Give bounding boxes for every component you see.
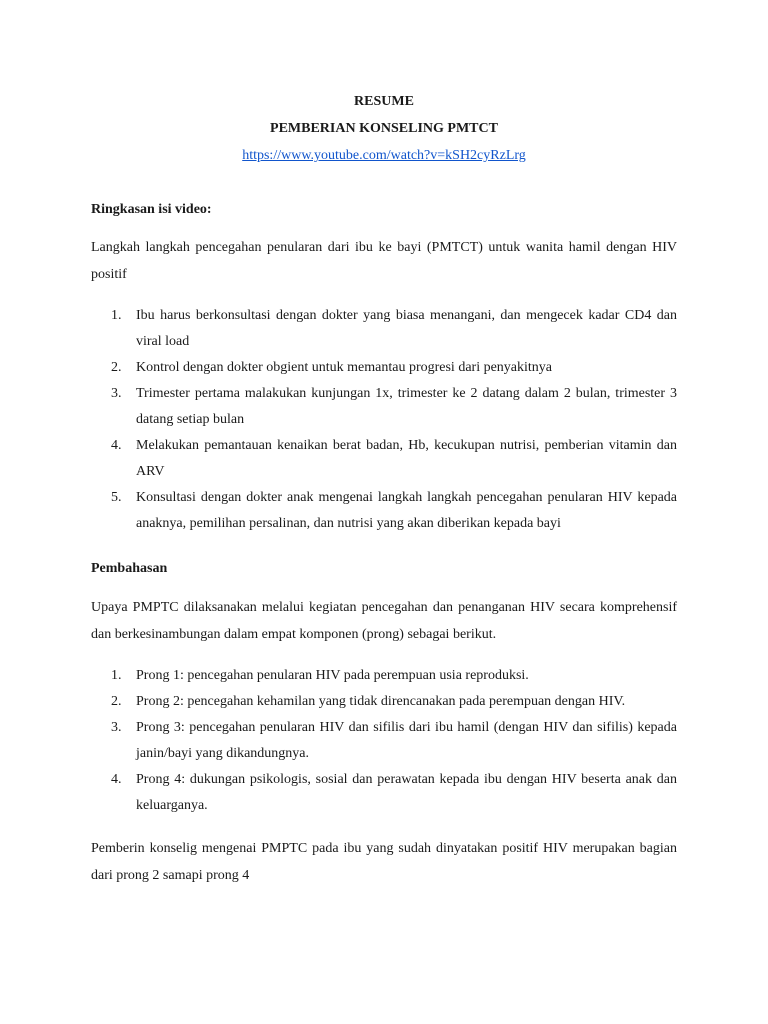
- section-heading-discussion: Pembahasan: [91, 561, 168, 576]
- list-item: 5. Konsultasi dengan dokter anak mengenai langkah langkah pencegahan penularan HIV kepada anaknya, pemilihan persalinan, dan nutrisi yang akan diberikan kepada bayi: [111, 490, 677, 531]
- prong-list: [91, 663, 677, 819]
- document-subtitle: PEMBERIAN KONSELING PMTCT: [270, 121, 498, 136]
- closing-paragraph: Pemberin konselig mengenai PMPTC pada ibu yang sudah dinyatakan positif HIV merupakan bagian dari prong 2 samapi prong 4: [91, 841, 677, 883]
- list-item: 2. Kontrol dengan dokter obgient untuk memantau progresi dari penyakitnya: [111, 360, 553, 375]
- document-title: RESUME: [354, 94, 414, 109]
- list-item: 4. Prong 4: dukungan psikologis, sosial dan perawatan kepada ibu dengan HIV beserta anak dan keluarganya.: [111, 772, 677, 813]
- list-item: 2. Prong 2: pencegahan kehamilan yang tidak direncanakan pada perempuan dengan HIV.: [111, 694, 626, 709]
- list-item: 4. Melakukan pemantauan kenaikan berat badan, Hb, kecukupan nutrisi, pemberian vitamin dan ARV: [111, 438, 677, 479]
- document-page: [91, 0, 677, 1024]
- video-link[interactable]: https://www.youtube.com/watch?v=kSH2cyRzLrg: [242, 148, 526, 163]
- summary-intro: Langkah langkah pencegahan penularan dari ibu ke bayi (PMTCT) untuk wanita hamil dengan HIV positif: [91, 240, 677, 282]
- list-item: 3. Prong 3: pencegahan penularan HIV dan sifilis dari ibu hamil (dengan HIV dan sifilis) kepada janin/bayi yang dikandungnya.: [111, 720, 677, 761]
- list-item: 1. Ibu harus berkonsultasi dengan dokter yang biasa menangani, dan mengecek kadar CD4 dan viral load: [111, 308, 677, 349]
- discussion-intro: Upaya PMPTC dilaksanakan melalui kegiatan pencegahan dan penanganan HIV secara komprehensif dan berkesinambungan dalam empat komponen (prong) sebagai berikut.: [91, 600, 677, 642]
- list-item: 1. Prong 1: pencegahan penularan HIV pada perempuan usia reproduksi.: [111, 668, 529, 683]
- summary-list: [91, 303, 677, 537]
- list-item: 3. Trimester pertama malakukan kunjungan 1x, trimester ke 2 datang dalam 2 bulan, trimester 3 datang setiap bulan: [111, 386, 677, 427]
- section-heading-summary: Ringkasan isi video:: [91, 202, 212, 217]
